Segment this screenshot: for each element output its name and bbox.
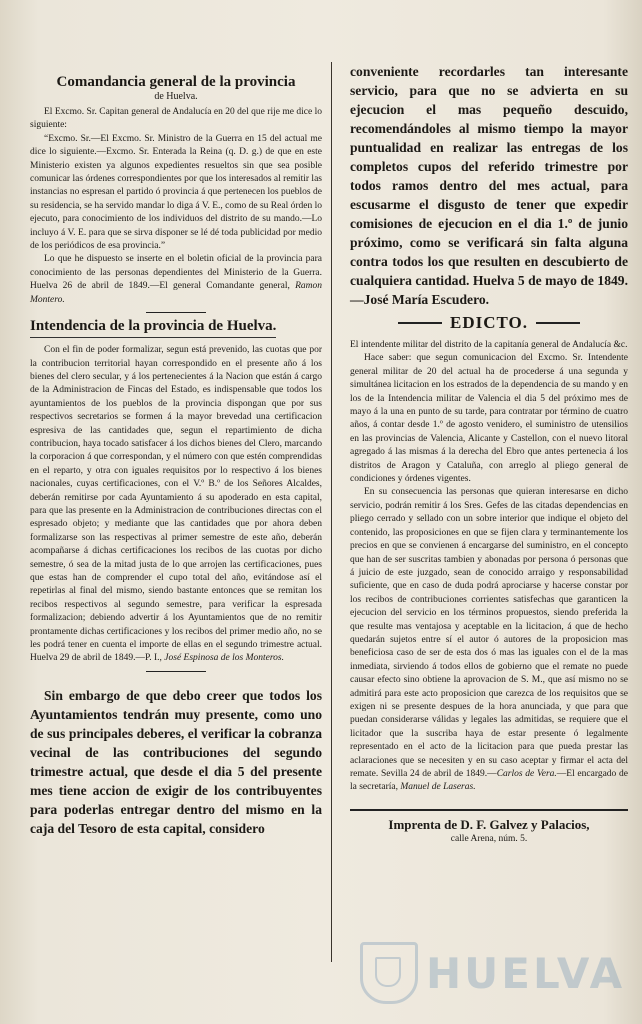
archive-watermark bbox=[360, 940, 630, 1006]
comandancia-signature: Ramon Montero. bbox=[30, 281, 323, 305]
left-column bbox=[30, 62, 322, 838]
comandancia-subtitle: de Huelva. bbox=[154, 91, 198, 102]
printer-imprint: Imprenta de D. F. Galvez y Palacios, bbox=[388, 816, 590, 832]
heading-rule bbox=[398, 322, 442, 324]
edicto-paragraph: Hace saber: que segun comunicacion del Excmo. Sr. Intendente general militar de 20 del actual ha de procederse á una segunda y simultánea licitacion en los estrados de la dependencia de su mando y en los de la Intendencia militar de Valencia el dia 5 del próximo mes de mayo á la una en punto de su tarde, para contratar por término de cuatro años, á contar desde 1.º de agosto venidero, el suministro de utensilios en las provincias de Valencia, Alicante y Castellon, con el nuevo litoral agregado á las mismas á la derecha del Ebro que antes pertenecia á los distritos de Aragon y Cataluña, con arreglo al pliego general de condiciones y órdenes vigentes. bbox=[350, 353, 628, 485]
comandancia-paragraph: El Excmo. Sr. Capitan general de Andalucía en 20 del que rije me dice lo siguiente: bbox=[30, 107, 322, 131]
section-divider bbox=[146, 312, 206, 313]
right-column bbox=[350, 62, 628, 844]
footer-rule bbox=[350, 809, 628, 811]
watermark-text: HUELVA bbox=[426, 948, 626, 998]
edicto-signature: Carlos de Vera. bbox=[496, 769, 557, 779]
heading-rule bbox=[536, 322, 580, 324]
coat-of-arms-icon bbox=[360, 942, 418, 1004]
edicto-paragraph: En su consecuencia las personas que quieran interesarse en dicho servicio, podrán remitir á los Sres. Gefes de las citadas dependencias en pliego cerrado y sellado con un sobre interior que indique el objeto del contenido, las proposiciones en que se fijen clara y terminantemente los precios en que se convienen á encargarse del suministro, en el concepto que han de ser suscritas tambien y abonadas por persona ó personas que á juicio de este juzgado, sean de conocido arraigo y responsabilidad suficiente, que en caso de duda podrá aprociarse y hacerse constar por los recibos de contribuciones corrientes satisfechas que garanticen la ejecucion del servicio en los términos propuestos, siendo preferida la que resulte mas ventajosa y aceptable en la licitacion, á que de hecho quedarán sujetos entre sí el autor ó autores de la proposicion mas beneficiosa caso de ser de esta dos ó mas las iguales con el de la mas inmediata, sirviendo á todos ellos de gobierno que el remate no puede causar efecto sino obtiene la aprovacion de S. M., que así mismo no se admitirá para este acto proposicion que carezca de los requisitos que se exigen ni se presente despues de la hora anunciada, y que para que puedan considerarse válidas y legales las admitidas, se requiere que el licitador que la suscriba haya de estar presente ó legalmente representado en el acto de la licitacion para que pueda prestar las aclaraciones que se necesiten y en su caso aceptar y firmar el acta del remate. Sevilla 24 de abril de 1849.—Carlos de Vera.—El encargado de la secretaría, Manuel de Laseras. bbox=[350, 487, 628, 793]
edicto-intro: El intendente militar del distrito de la capitanía general de Andalucía &c. bbox=[350, 340, 628, 350]
comandancia-paragraph: Lo que he dispuesto se inserte en el boletin oficial de la provincia para conocimiento de las personas dependientes del Ministerio de la Guerra. Huelva 26 de abril de 1849.—El general Comandante general, Ramon Montero. bbox=[30, 254, 323, 305]
comandancia-paragraph: “Excmo. Sr.—El Excmo. Sr. Ministro de la Guerra en 15 del actual me dice lo siguiente.—Excmo. Sr. Enterada la Reina (q. D. g.) de que en este Ministerio existen ya algunos expedientes resueltos sin que sea posible comunicar las órdenes correspondientes por que los interesados al remitir las instancias no espresan el partido ó provincia á que pertenecen los pueblos de su residencia, se ha servido mandar lo diga á V. E., como de su Real órden lo ejecuto, para conocimiento de los individuos del distrito de su mando.—Lo incluyo á V. E. para que se sirva disponer se lé dé toda publicidad por medio de los periódicos de esa provincia.” bbox=[30, 133, 322, 252]
section-divider bbox=[146, 671, 206, 672]
printer-address: calle Arena, núm. 5. bbox=[450, 833, 528, 844]
intendencia-title: Intendencia de la provincia de Huelva. bbox=[30, 317, 276, 338]
edicto-heading bbox=[350, 313, 628, 333]
edicto-title: EDICTO. bbox=[449, 313, 528, 332]
notice-continuation: conveniente recordarles tan interesante servicio, para que no se advierta en su ejecucion el mas pequeño descuido, recomendándoles al mismo tiempo la mayor puntualidad en realizar las entregas de los completos cupos del referido trimestre por todos ramos dentro del mes actual, para escusarme el disgusto de tener que expedir comisiones de ejecucion en el dia 1.º de junio próximo, como se verificará sin falta alguna contra todos los que resulten en descubierto de cualquiera cantidad. Huelva 5 de mayo de 1849.—José María Escudero. bbox=[350, 64, 628, 307]
secretary-signature: Manuel de Laseras. bbox=[400, 782, 476, 793]
comandancia-title: Comandancia general de la provincia bbox=[56, 74, 296, 90]
intendencia-signature: José Espinosa de los Monteros. bbox=[164, 653, 285, 664]
intendencia-notice: Sin embargo de que debo creer que todos los Ayuntamientos tendrán muy presente, como uno de sus principales deberes, el verificar la cobranza vecinal de las contribuciones del segundo trimestre actual, que desde el dia 5 del presente mes tiene accion de exigir de los contribuyentes para poderlas entregar dentro del mismo en la caja del Tesoro de esta capital, considero bbox=[30, 687, 322, 836]
intendencia-paragraph: Con el fin de poder formalizar, segun está prevenido, las cuotas que por la contribucion territorial hayan correspondido en el presente año á los bienes del clero secular, y á los pertenecientes á la Nacion que están á cargo de la Administracion de Fincas del Estado, es indispensable que todos los ayuntamientos de los pueblos de la provincia dispongan que por sus respectivos secretarios se formen á la mayor brevedad una certificacion espresiva de las cantidades que, segun el repartimiento de dicha contribucion, haya tocado satisfacer á los dichos bienes del Clero, marcando la corporacion á que correspondan, y el número con que estén comprendidas en el reparto, y otra con iguales requisitos por lo respectivo á los bienes nacionales, cuyas certificaciones, con el V.º B.º de los Señores Alcaldes, deberán remitirse por cada Ayuntamiento á su apoderado en esta capital, para que las presente en la Administracion de contribuciones directas con el espresado objeto; y mediante que las cantidades que por ahora deben formalizarse son las respectivas al primer semestre de este año, deberán acompañarse á dichas certificaciones los recibos de las cuotas por dicho semestre, ó sea de la mitad justa de lo que arrojen las certificaciones, pues que estas han de comprender el cupo total del año, evitándose así el repetirlas al final del mismo, siendo bastante entonces que se remitan los recibos respectivos al segundo semestre, para verificar la espresada formalizacion; debiendo advertir á los Ayuntamientos que de no remitir prontamente dichas certificaciones y los recibos del primer medio año, no se les podrá tener en cuenta el importe de ellas en el segundo trimestre actual. Huelva 29 de abril de 1849.—P. I., José Espinosa de los Monteros. bbox=[30, 345, 322, 664]
column-divider bbox=[331, 62, 332, 962]
